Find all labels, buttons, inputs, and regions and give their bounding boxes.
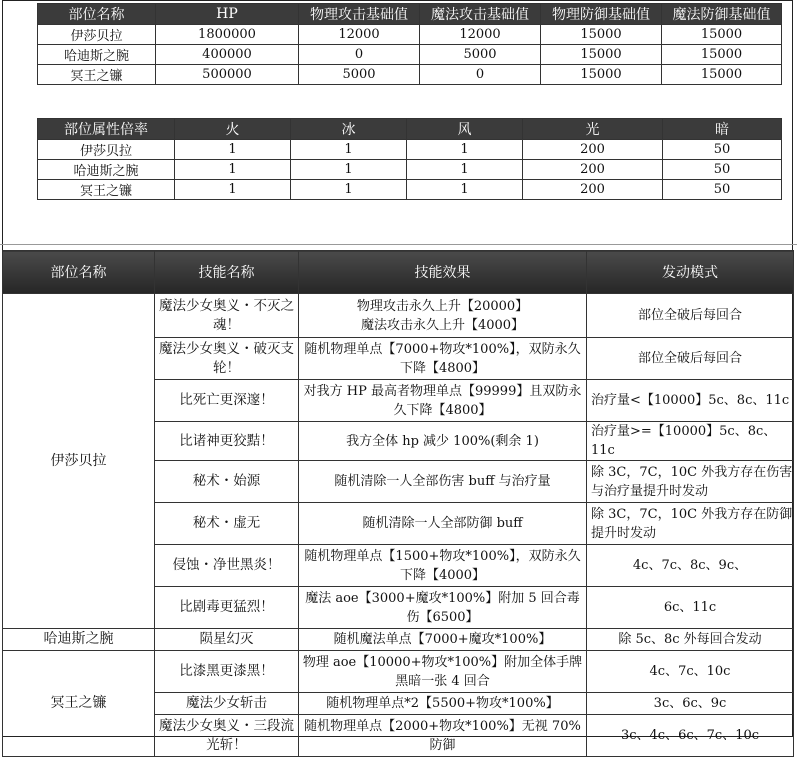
attr-cell: 1	[407, 160, 523, 180]
attr-cell: 1	[291, 160, 407, 180]
stats-cell: 5000	[420, 45, 541, 65]
table-row	[38, 25, 782, 45]
attr-cell: 1	[175, 160, 291, 180]
stats-header: 部位名称	[38, 4, 156, 25]
table-row	[3, 629, 794, 651]
attr-cell: 1	[407, 140, 523, 160]
skill-mode-cell: 除 3C，7C，10C 外我方存在伤害与治疗量提升时发动	[587, 461, 794, 503]
skill-effect-cell: 对我方 HP 最高者物理单点【99999】且双防永久下降【4800】	[299, 380, 587, 422]
stats-cell: 12000	[299, 25, 420, 45]
stats-header: HP	[156, 4, 299, 25]
stats-header-row	[38, 4, 782, 25]
skill-name-cell: 比死亡更深邃！	[155, 380, 299, 422]
skill-name-cell: 比漆黑更漆黑！	[155, 651, 299, 693]
skill-mode-cell: 4c、7c、8c、9c、	[587, 545, 794, 587]
attr-cell: 1	[407, 180, 523, 200]
attr-cell: 50	[663, 180, 782, 200]
skill-mode-cell: 部位全破后每回合	[587, 294, 794, 338]
skills-header: 技能效果	[299, 251, 587, 294]
attr-cell: 50	[663, 140, 782, 160]
skill-name-cell: 秘术・始源	[155, 461, 299, 503]
attr-cell: 冥王之镰	[38, 180, 175, 200]
stats-cell: 15000	[662, 45, 782, 65]
skill-effect-cell: 随机物理单点【2000+物攻*100%】无视 70%防御	[299, 715, 587, 757]
attr-cell: 1	[291, 180, 407, 200]
skill-effect-cell: 随机物理单点【7000+物攻*100%】，双防永久下降【4800】	[299, 338, 587, 380]
stats-header: 物理防御基础值	[541, 4, 662, 25]
skill-name-cell: 魔法少女奥义・三段流光斩！	[155, 715, 299, 757]
stats-cell: 冥王之镰	[38, 65, 156, 85]
skill-mode-cell: 部位全破后每回合	[587, 338, 794, 380]
skill-mode-cell: 治疗量>=【10000】5c、8c、11c	[587, 422, 794, 461]
skill-mode-cell: 除 3C，7C，10C 外我方存在防御提升时发动	[587, 503, 794, 545]
skill-name-cell: 侵蚀・净世黑炎！	[155, 545, 299, 587]
stats-header: 物理攻击基础值	[299, 4, 420, 25]
attr-header: 暗	[663, 119, 782, 140]
attr-cell: 1	[291, 140, 407, 160]
section-divider	[0, 244, 797, 245]
skill-mode-cell: 除 5c、8c 外每回合发动	[587, 629, 794, 651]
skills-header: 技能名称	[155, 251, 299, 294]
attr-header: 风	[407, 119, 523, 140]
table-row	[38, 160, 782, 180]
skill-name-cell: 比诸神更狡黠！	[155, 422, 299, 461]
attr-cell: 200	[523, 140, 663, 160]
attr-cell: 1	[175, 140, 291, 160]
skill-effect-cell: 我方全体 hp 减少 100%(剩余 1)	[299, 422, 587, 461]
part-name-cell: 伊莎贝拉	[3, 294, 155, 629]
skill-effect-cell: 物理攻击永久上升【20000】 魔法攻击永久上升【4000】	[299, 294, 587, 338]
stats-cell: 400000	[156, 45, 299, 65]
skill-name-cell: 魔法少女奥义・破灭支轮！	[155, 338, 299, 380]
stats-cell: 15000	[662, 25, 782, 45]
attr-header-row	[38, 119, 782, 140]
table-row	[3, 651, 794, 693]
attr-cell: 哈迪斯之腕	[38, 160, 175, 180]
stats-cell: 1800000	[156, 25, 299, 45]
skills-header: 部位名称	[3, 251, 155, 294]
attr-cell: 50	[663, 160, 782, 180]
stats-cell: 伊莎贝拉	[38, 25, 156, 45]
skill-effect-cell: 魔法 aoe【3000+魔攻*100%】附加 5 回合毒伤【6500】	[299, 587, 587, 629]
skill-name-cell: 比剧毒更猛烈！	[155, 587, 299, 629]
stats-header: 魔法防御基础值	[662, 4, 782, 25]
stats-header: 魔法攻击基础值	[420, 4, 541, 25]
skill-effect-cell: 随机清除一人全部防御 buff	[299, 503, 587, 545]
stats-cell: 0	[420, 65, 541, 85]
skill-name-cell: 魔法少女奥义・不灭之魂！	[155, 294, 299, 338]
stats-cell: 0	[299, 45, 420, 65]
attr-header: 火	[175, 119, 291, 140]
stats-cell: 12000	[420, 25, 541, 45]
part-name-cell: 冥王之镰	[3, 651, 155, 757]
attr-cell: 200	[523, 180, 663, 200]
skill-mode-cell: 3c、6c、9c	[587, 693, 794, 715]
skill-mode-cell: 3c、4c、6c、7c、10c	[587, 715, 794, 757]
stats-cell: 15000	[662, 65, 782, 85]
attr-cell: 伊莎贝拉	[38, 140, 175, 160]
attr-header: 冰	[291, 119, 407, 140]
table-row	[38, 140, 782, 160]
skill-mode-cell: 6c、11c	[587, 587, 794, 629]
stats-cell: 15000	[541, 45, 662, 65]
stats-cell: 5000	[299, 65, 420, 85]
skill-effect-cell: 随机魔法单点【7000+魔攻*100%】	[299, 629, 587, 651]
table-row	[38, 45, 782, 65]
stats-table	[37, 3, 782, 85]
skills-header-row	[3, 251, 794, 294]
skill-name-cell: 魔法少女斩击	[155, 693, 299, 715]
skill-effect-cell: 随机清除一人全部伤害 buff 与治疗量	[299, 461, 587, 503]
attr-cell: 200	[523, 160, 663, 180]
stats-cell: 15000	[541, 65, 662, 85]
part-name-cell: 哈迪斯之腕	[3, 629, 155, 651]
skill-name-cell: 陨星幻灭	[155, 629, 299, 651]
table-row	[38, 65, 782, 85]
skill-effect-cell: 物理 aoe【10000+物攻*100%】附加全体手牌黑暗一张 4 回合	[299, 651, 587, 693]
stats-cell: 500000	[156, 65, 299, 85]
table-row	[38, 180, 782, 200]
attr-header: 部位属性倍率	[38, 119, 175, 140]
skills-table	[2, 250, 794, 757]
stats-cell: 哈迪斯之腕	[38, 45, 156, 65]
attr-cell: 1	[175, 180, 291, 200]
attribute-table	[37, 118, 782, 200]
skill-effect-cell: 随机物理单点*2【5500+物攻*100%】	[299, 693, 587, 715]
skills-header: 发动模式	[587, 251, 794, 294]
stats-cell: 15000	[541, 25, 662, 45]
skill-effect-cell: 随机物理单点【1500+物攻*100%】，双防永久下降【4000】	[299, 545, 587, 587]
skill-mode-cell: 4c、7c、10c	[587, 651, 794, 693]
table-row	[3, 294, 794, 338]
attr-header: 光	[523, 119, 663, 140]
skill-name-cell: 秘术・虚无	[155, 503, 299, 545]
skill-mode-cell: 治疗量<【10000】5c、8c、11c	[587, 380, 794, 422]
